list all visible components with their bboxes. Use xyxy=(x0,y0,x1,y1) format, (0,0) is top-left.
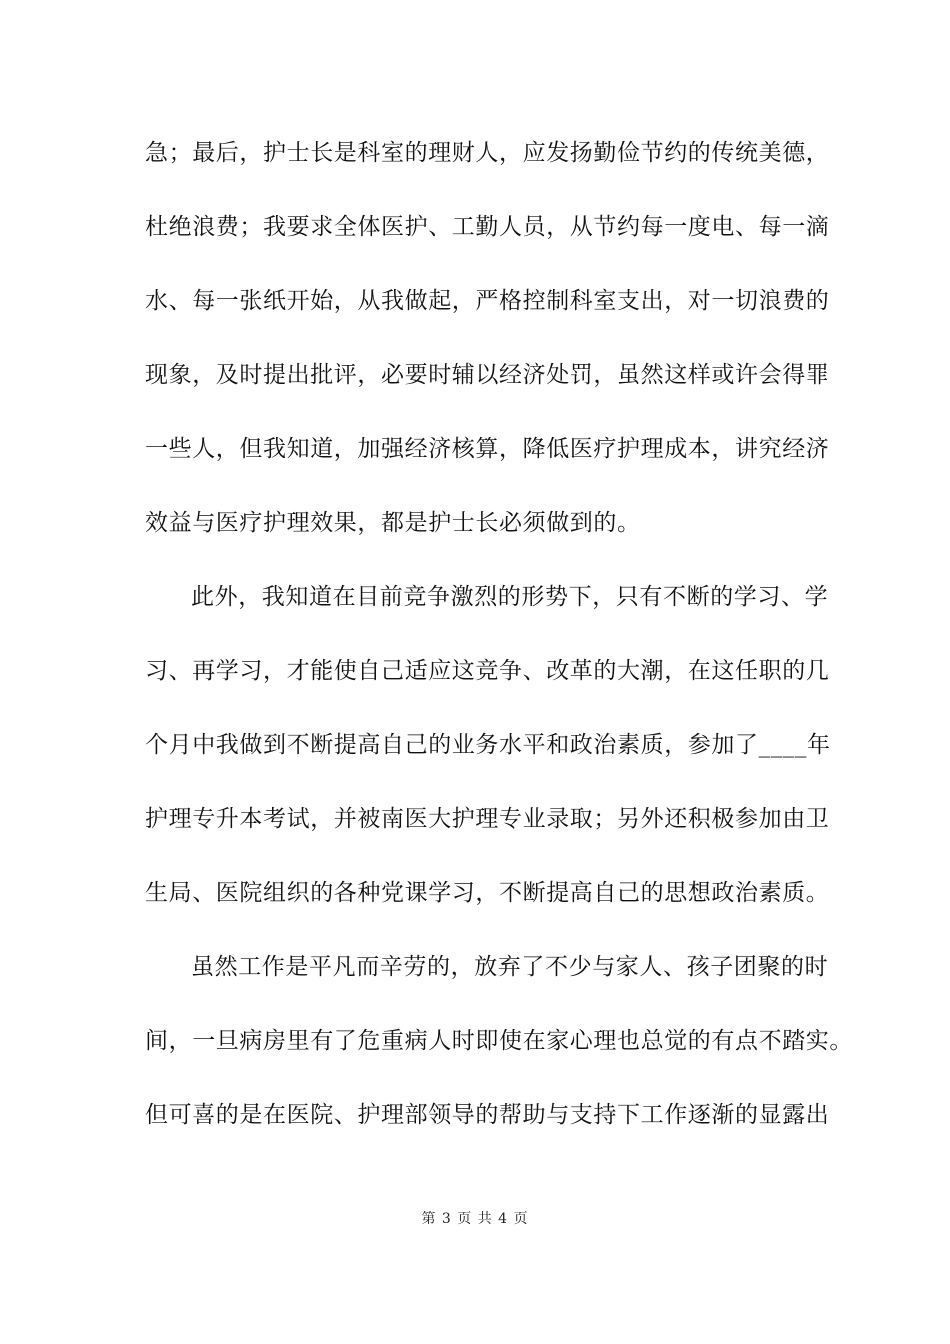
text-line-8: 习、再学习，才能使自己适应这竞争、改革的大潮，在这任职的几 xyxy=(145,658,830,684)
paragraph-start-line-12: 虽然工作是平凡而辛劳的，放弃了不少与家人、孩子团聚的时 xyxy=(191,954,829,980)
page-number-footer: 第 3 页 共 4 页 xyxy=(421,1211,529,1227)
paragraph-start-line-7: 此外，我知道在目前竞争激烈的形势下，只有不断的学习、学 xyxy=(191,584,829,610)
text-line-14: 但可喜的是在医院、护理部领导的帮助与支持下工作逐渐的显露出 xyxy=(145,1102,830,1128)
text-line-1: 急；最后，护士长是科室的理财人，应发扬勤俭节约的传统美德， xyxy=(145,140,830,166)
text-line-13: 间，一旦病房里有了危重病人时即使在家心理也总觉的有点不踏实。 xyxy=(145,1028,853,1054)
text-line-6: 效益与医疗护理效果，都是护士长必须做到的。 xyxy=(145,510,641,536)
text-line-4: 现象，及时提出批评，必要时辅以经济处罚，虽然这样或许会得罪 xyxy=(145,362,830,388)
text-line-3: 水、每一张纸开始，从我做起，严格控制科室支出，对一切浪费的 xyxy=(145,288,830,314)
text-line-5: 一些人，但我知道，加强经济核算，降低医疗护理成本，讲究经济 xyxy=(145,436,830,462)
text-line-9: 个月中我做到不断提高自己的业务水平和政治素质，参加了____年 xyxy=(145,732,831,758)
text-line-11: 生局、医院组织的各种党课学习，不断提高自己的思想政治素质。 xyxy=(145,880,830,906)
text-line-10: 护理专升本考试，并被南医大护理专业录取；另外还积极参加由卫 xyxy=(145,806,830,832)
text-line-2: 杜绝浪费；我要求全体医护、工勤人员，从节约每一度电、每一滴 xyxy=(145,214,830,240)
